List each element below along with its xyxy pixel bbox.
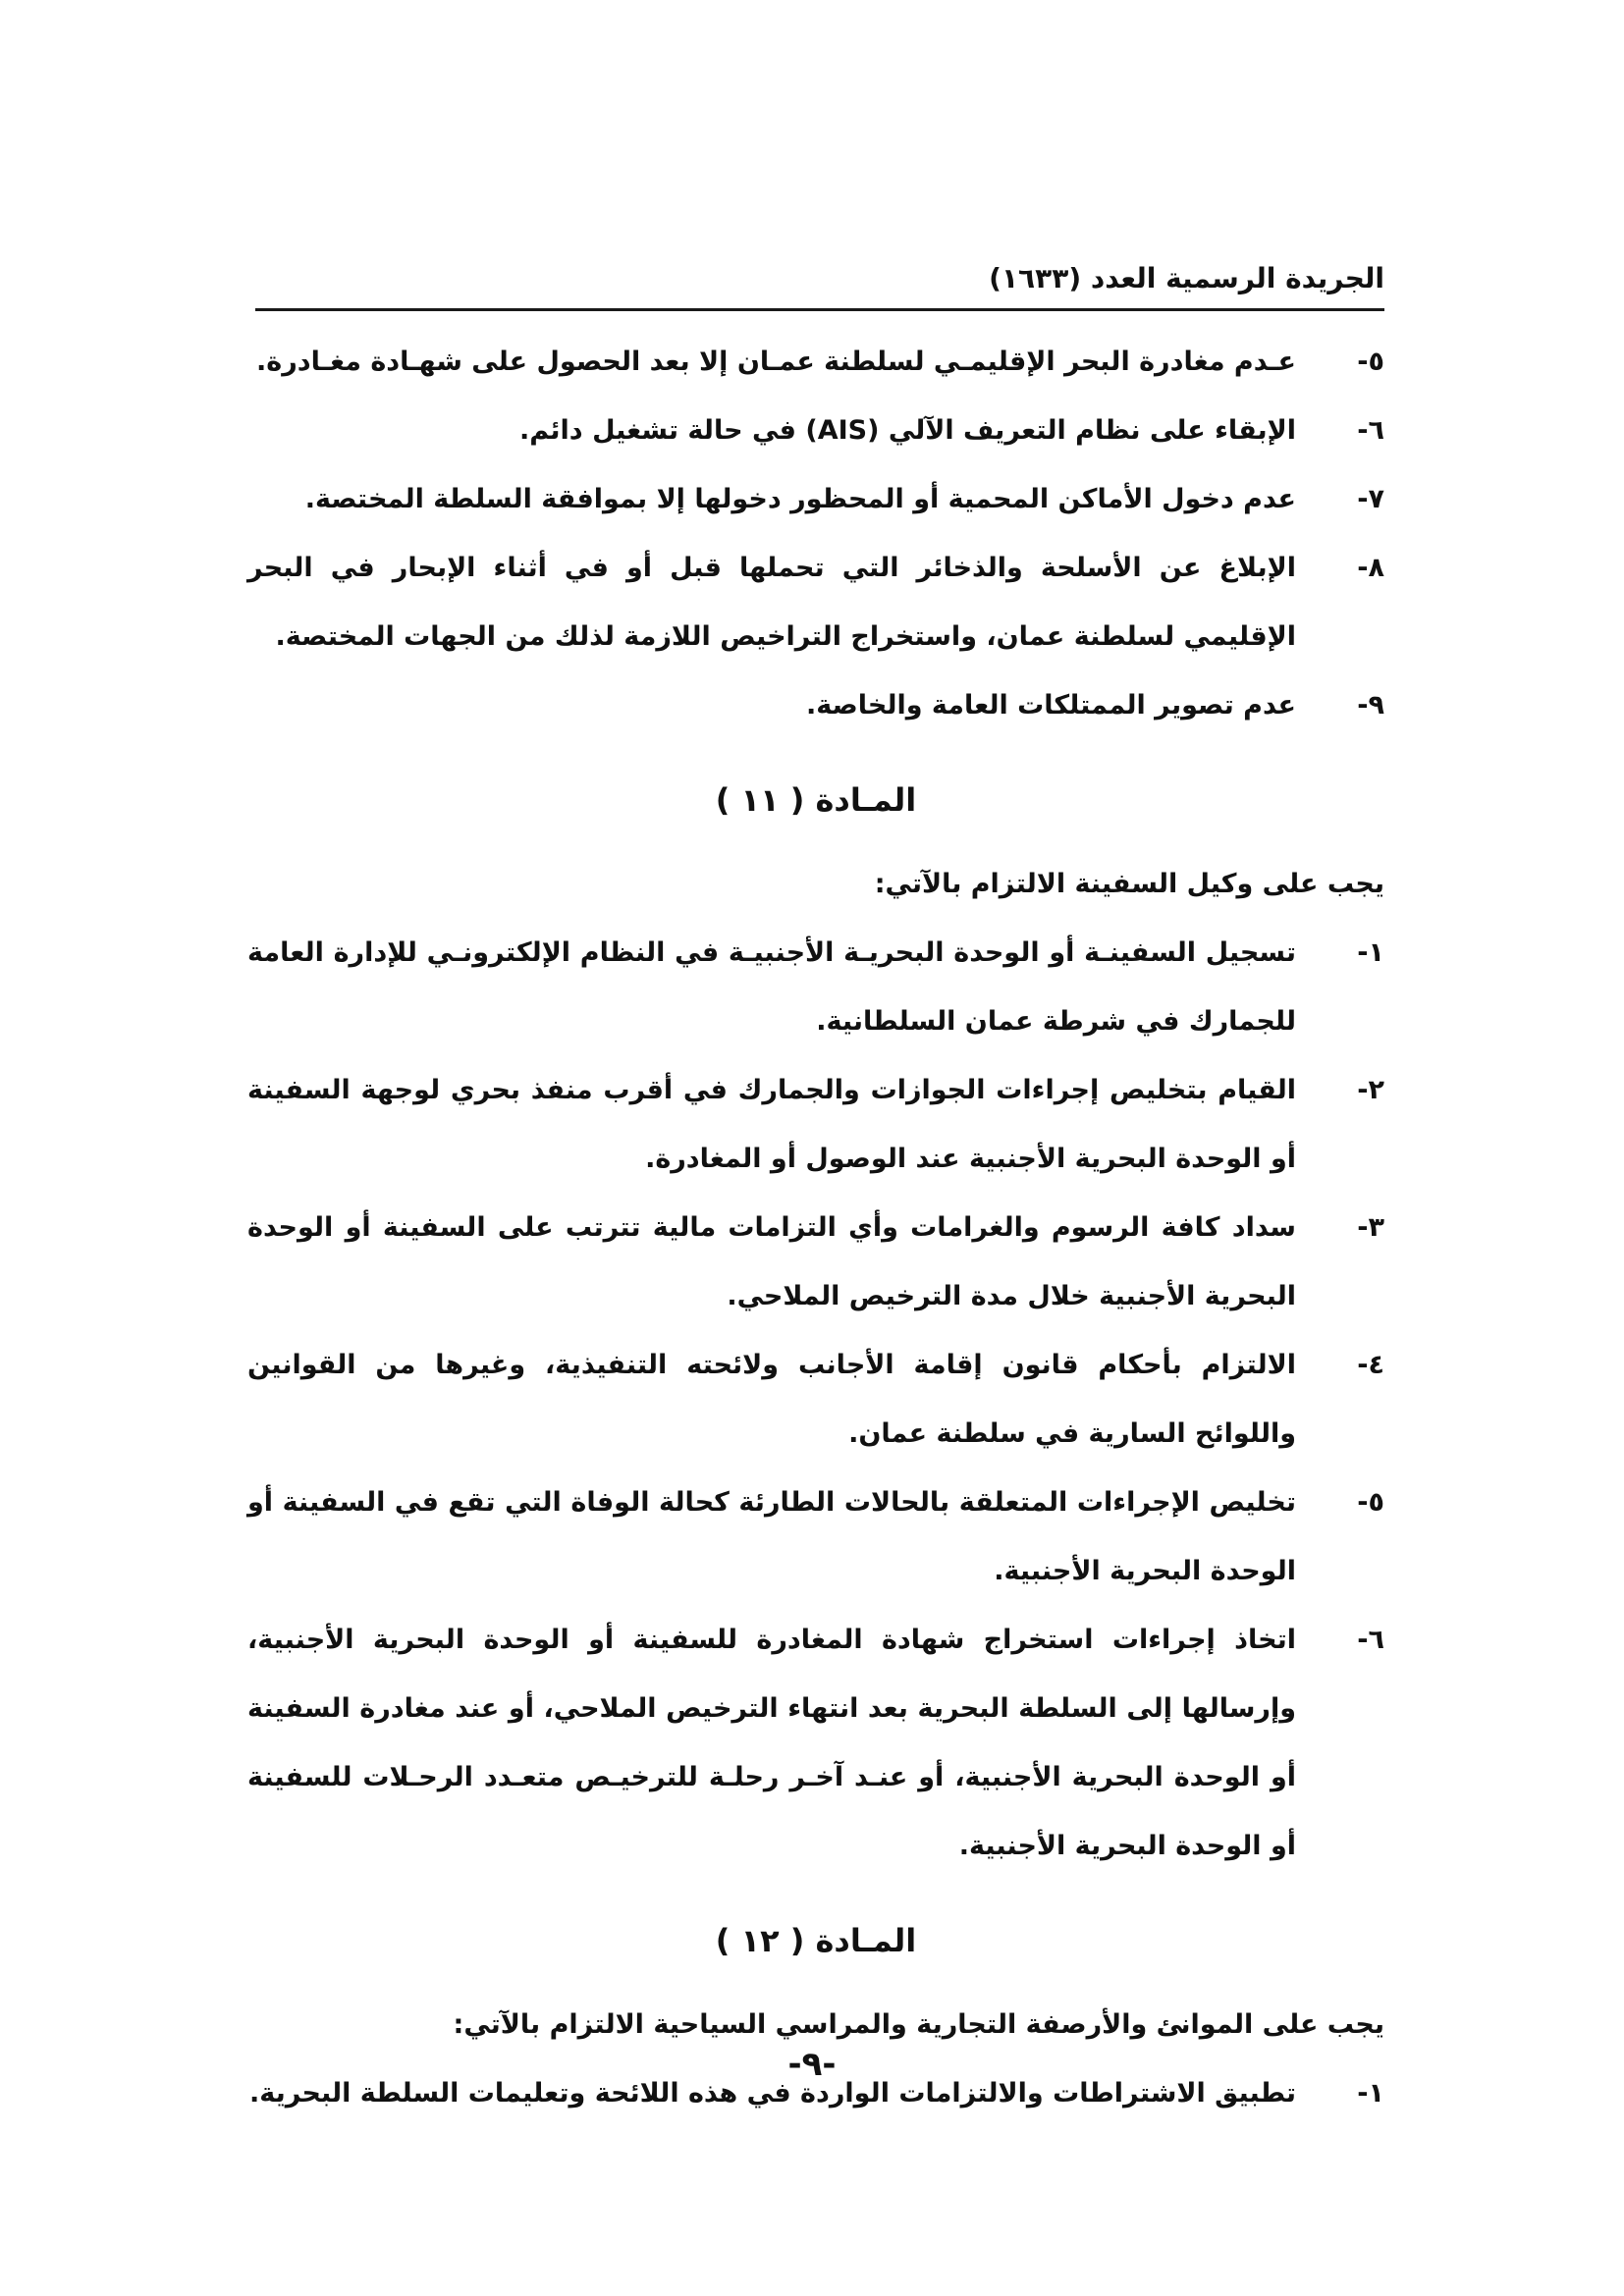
page-content [247,328,1384,2128]
list-item-number: ٥- [1357,347,1384,377]
gazette-header-title: الجريدة الرسمية العدد (١٦٣٣) [989,262,1384,294]
list-item-text: تسجيل السفينـة أو الوحدة البحريـة الأجنبيـة في النظام الإلكترونـي للإدارة العامة للجمارك في شرطة عمان السلطانية. [247,937,1296,1037]
list-item [247,919,1384,1056]
list-item-text: تطبيق الاشتراطات والالتزامات الواردة في هذه اللائحة وتعليمات السلطة البحرية. [248,2078,1296,2109]
list-item-text: القيام بتخليص إجراءات الجوازات والجمارك في أقرب منفذ بحري لوجهة السفينة أو الوحدة البحرية الأجنبية عند الوصول أو المغادرة. [247,1075,1296,1174]
list-item [247,328,1384,397]
article-11-list [247,919,1384,1881]
list-item-text: اتخاذ إجراءات استخراج شهادة المغادرة للسفينة أو الوحدة البحرية الأجنبية، وإرسالها إلى السلطة البحرية بعد انتهاء الترخيص الملاحي، أو عند مغادرة السفينة أو الوحدة البحرية الأجنبية، أو عنـد آخـر رحلـة للترخيـص متعـدد الرحـلات للسفينة أو الوحدة البحرية الأجنبية. [247,1625,1296,1861]
list-item [247,534,1384,671]
list-item-number: ٦- [1357,1625,1384,1655]
list-item-number: ١- [1357,2078,1384,2109]
page-number: -٩- [787,2045,837,2084]
list-item [247,1468,1384,1606]
list-item-number: ٤- [1357,1350,1384,1380]
list-item [247,465,1384,534]
list-item-text: الإبقاء على نظام التعريف الآلي (AIS) في حالة تشغيل دائم. [518,415,1296,446]
list-item-number: ٧- [1357,484,1384,514]
list-item-text: عدم تصوير الممتلكات العامة والخاصة. [806,690,1296,721]
article-12-title: المـادة ( ١٢ ) [715,1922,917,1959]
article-11-intro: يجب على وكيل السفينة الالتزام بالآتي: [874,869,1384,899]
list-item-text: عدم دخول الأماكن المحمية أو المحظور دخولها إلا بموافقة السلطة المختصة. [304,484,1296,514]
article-10-list [247,328,1384,740]
list-item [247,397,1384,465]
page-header [255,257,1384,311]
list-item-text: عـدم مغادرة البحر الإقليمـي لسلطنة عمـان إلا بعد الحصول على شهـادة مغـادرة. [256,347,1296,377]
article-12-intro: يجب على الموانئ والأرصفة التجارية والمراسي السياحية الالتزام بالآتي: [453,2009,1384,2040]
article-11-title: المـادة ( ١١ ) [715,781,917,819]
list-item-number: ٣- [1357,1212,1384,1243]
list-item [247,1056,1384,1194]
list-item-number: ٩- [1357,690,1384,721]
list-item-text: سداد كافة الرسوم والغرامات وأي التزامات مالية تترتب على السفينة أو الوحدة البحرية الأجنبية خلال مدة الترخيص الملاحي. [247,1212,1296,1311]
list-item-text: الإبلاغ عن الأسلحة والذخائر التي تحملها قبل أو في أثناء الإبحار في البحر الإقليمي لسلطنة عمان، واستخراج التراخيص اللازمة لذلك من الجهات المختصة. [247,553,1296,652]
list-item-number: ٦- [1357,415,1384,446]
list-item-text: الالتزام بأحكام قانون إقامة الأجانب ولائحته التنفيذية، وغيرها من القوانين واللوائح السارية في سلطنة عمان. [247,1350,1296,1449]
list-item [247,671,1384,740]
list-item-number: ٢- [1357,1075,1384,1105]
list-item [247,1606,1384,1881]
list-item-number: ٥- [1357,1487,1384,1518]
list-item-number: ٨- [1357,553,1384,583]
list-item [247,1194,1384,1331]
list-item [247,1331,1384,1468]
list-item-text: تخليص الإجراءات المتعلقة بالحالات الطارئة كحالة الوفاة التي تقع في السفينة أو الوحدة البحرية الأجنبية. [247,1487,1296,1586]
list-item-number: ١- [1357,937,1384,968]
